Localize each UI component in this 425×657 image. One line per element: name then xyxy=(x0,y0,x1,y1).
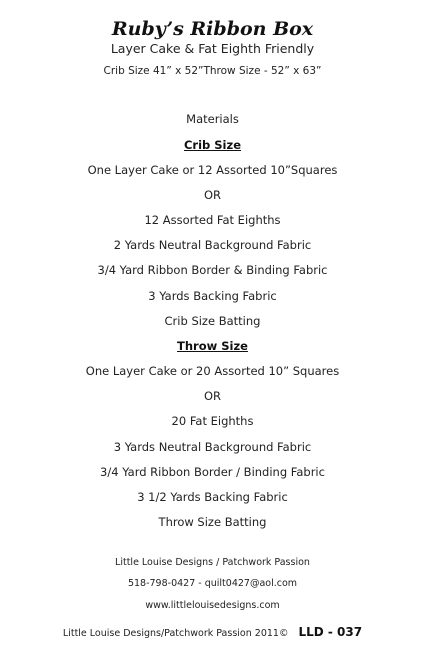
crib-item: One Layer Cake or 12 Assorted 10”Squares xyxy=(87,163,338,177)
crib-item: 3 Yards Backing Fabric xyxy=(148,289,277,303)
throw-item: 3 Yards Neutral Background Fabric xyxy=(113,440,312,454)
pattern-subtitle: Layer Cake & Fat Eighth Friendly xyxy=(110,41,315,56)
contact-info: 518-798-0427 - quilt0427@aol.com xyxy=(127,578,298,589)
pattern-title: Ruby’s Ribbon Box xyxy=(111,18,314,40)
materials-heading: Materials xyxy=(186,112,239,126)
throw-item: Throw Size Batting xyxy=(158,515,267,529)
crib-item: OR xyxy=(203,188,222,202)
throw-item: 3 1/2 Yards Backing Fabric xyxy=(137,490,288,504)
copyright-line xyxy=(0,626,425,639)
copyright-text: Little Louise Designs/Patchwork Passion 2011© xyxy=(62,628,289,639)
crib-size-heading: Crib Size xyxy=(183,138,241,152)
crib-item: 2 Yards Neutral Background Fabric xyxy=(113,238,312,252)
website-link[interactable]: www.littlelouisedesigns.com xyxy=(145,600,280,611)
crib-item: 3/4 Yard Ribbon Border & Binding Fabric xyxy=(97,263,328,277)
throw-item: 3/4 Yard Ribbon Border / Binding Fabric xyxy=(100,465,325,479)
throw-size-heading: Throw Size xyxy=(177,339,248,353)
size-specs: Crib Size 41” x 52”Throw Size - 52” x 63” xyxy=(103,65,322,77)
throw-item: 20 Fat Eighths xyxy=(171,414,254,428)
crib-item: 12 Assorted Fat Eighths xyxy=(144,213,281,227)
throw-item: OR xyxy=(203,389,222,403)
throw-item: One Layer Cake or 20 Assorted 10” Squares xyxy=(85,364,340,378)
pattern-code: LLD - 037 xyxy=(298,625,363,639)
company-name: Little Louise Designs / Patchwork Passion xyxy=(115,557,310,568)
crib-item: Crib Size Batting xyxy=(164,314,261,328)
